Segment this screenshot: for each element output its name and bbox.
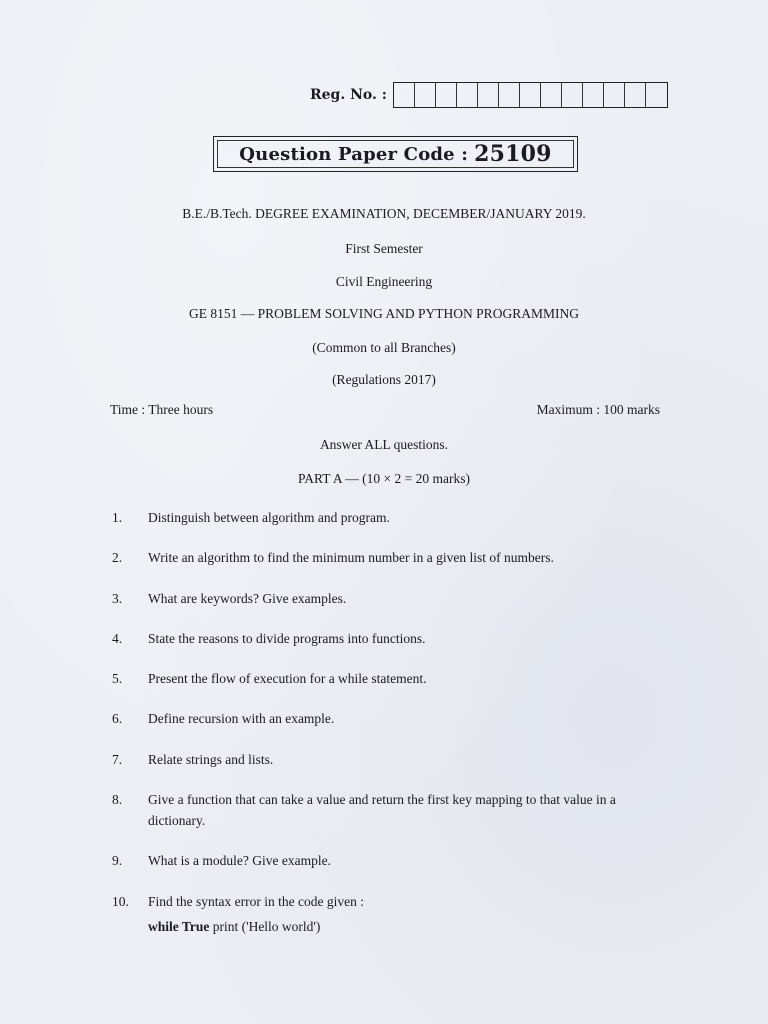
question-text: Write an algorithm to find the minimum number in a given list of numbers. (148, 550, 554, 565)
semester: First Semester (345, 241, 423, 256)
reg-no-box (457, 83, 478, 107)
question-number: 10. (112, 894, 129, 909)
regulations: (Regulations 2017) (332, 372, 436, 387)
question-number: 6. (112, 711, 123, 726)
part-heading: PART A — (10 × 2 = 20 marks) (298, 471, 470, 486)
reg-no-box (604, 83, 625, 107)
question-paper-code-box (213, 136, 578, 172)
question-text: What is a module? Give example. (148, 853, 331, 868)
question-item (112, 850, 672, 871)
reg-no-label: Reg. No. : (310, 87, 387, 103)
reg-no-box (394, 83, 415, 107)
subject-title: GE 8151 — PROBLEM SOLVING AND PYTHON PROGRAMMING (189, 306, 579, 321)
reg-no-box (646, 83, 667, 107)
question-text: Give a function that can take a value and return the first key mapping to that value in a dictionary. (148, 792, 616, 828)
question-text: Find the syntax error in the code given : (148, 894, 364, 909)
question-number: 1. (112, 510, 123, 525)
degree-title: B.E./B.Tech. DEGREE EXAMINATION, DECEMBER/JANUARY 2019. (182, 206, 586, 221)
question-item (112, 588, 672, 609)
question-item (112, 891, 672, 912)
reg-no-row (310, 82, 668, 108)
reg-no-box (499, 83, 520, 107)
question-text: What are keywords? Give examples. (148, 591, 347, 606)
question-item (112, 507, 672, 528)
question-item (112, 547, 672, 568)
question-text: Distinguish between algorithm and program. (148, 510, 390, 525)
reg-no-box (583, 83, 604, 107)
department: Civil Engineering (335, 274, 433, 289)
question-item (112, 789, 672, 831)
reg-no-box (520, 83, 541, 107)
question-text: Present the flow of execution for a while statement. (148, 671, 427, 686)
reg-no-box (436, 83, 457, 107)
code-rest: print ('Hello world') (209, 919, 321, 934)
question-text: Define recursion with an example. (148, 711, 335, 726)
common-note: (Common to all Branches) (312, 340, 456, 355)
question-item (112, 668, 672, 689)
question-number: 7. (112, 752, 123, 767)
instruction: Answer ALL questions. (319, 437, 449, 452)
question-number: 2. (112, 550, 123, 565)
reg-no-box (415, 83, 436, 107)
question-number: 4. (112, 631, 123, 646)
question-number: 8. (112, 792, 123, 807)
question-text: State the reasons to divide programs into functions. (148, 631, 426, 646)
qpc-inner-border (217, 140, 574, 168)
qpc-label: Question Paper Code : (239, 143, 469, 165)
question-number: 9. (112, 853, 123, 868)
time-marks-row (110, 402, 660, 418)
reg-no-box (625, 83, 646, 107)
reg-no-box (541, 83, 562, 107)
reg-no-box (478, 83, 499, 107)
question-item (112, 749, 672, 770)
code-keyword: while True (148, 919, 210, 934)
question-number: 5. (112, 671, 123, 686)
question-item (112, 628, 672, 649)
reg-no-boxes (393, 82, 668, 108)
question-item (112, 708, 672, 729)
question-text: Relate strings and lists. (148, 752, 274, 767)
maximum-marks: Maximum : 100 marks (536, 402, 660, 417)
reg-no-box (562, 83, 583, 107)
time-allowed: Time : Three hours (110, 402, 214, 417)
question-number: 3. (112, 591, 123, 606)
code-snippet (148, 919, 320, 935)
qpc-code: 25109 (474, 141, 552, 167)
